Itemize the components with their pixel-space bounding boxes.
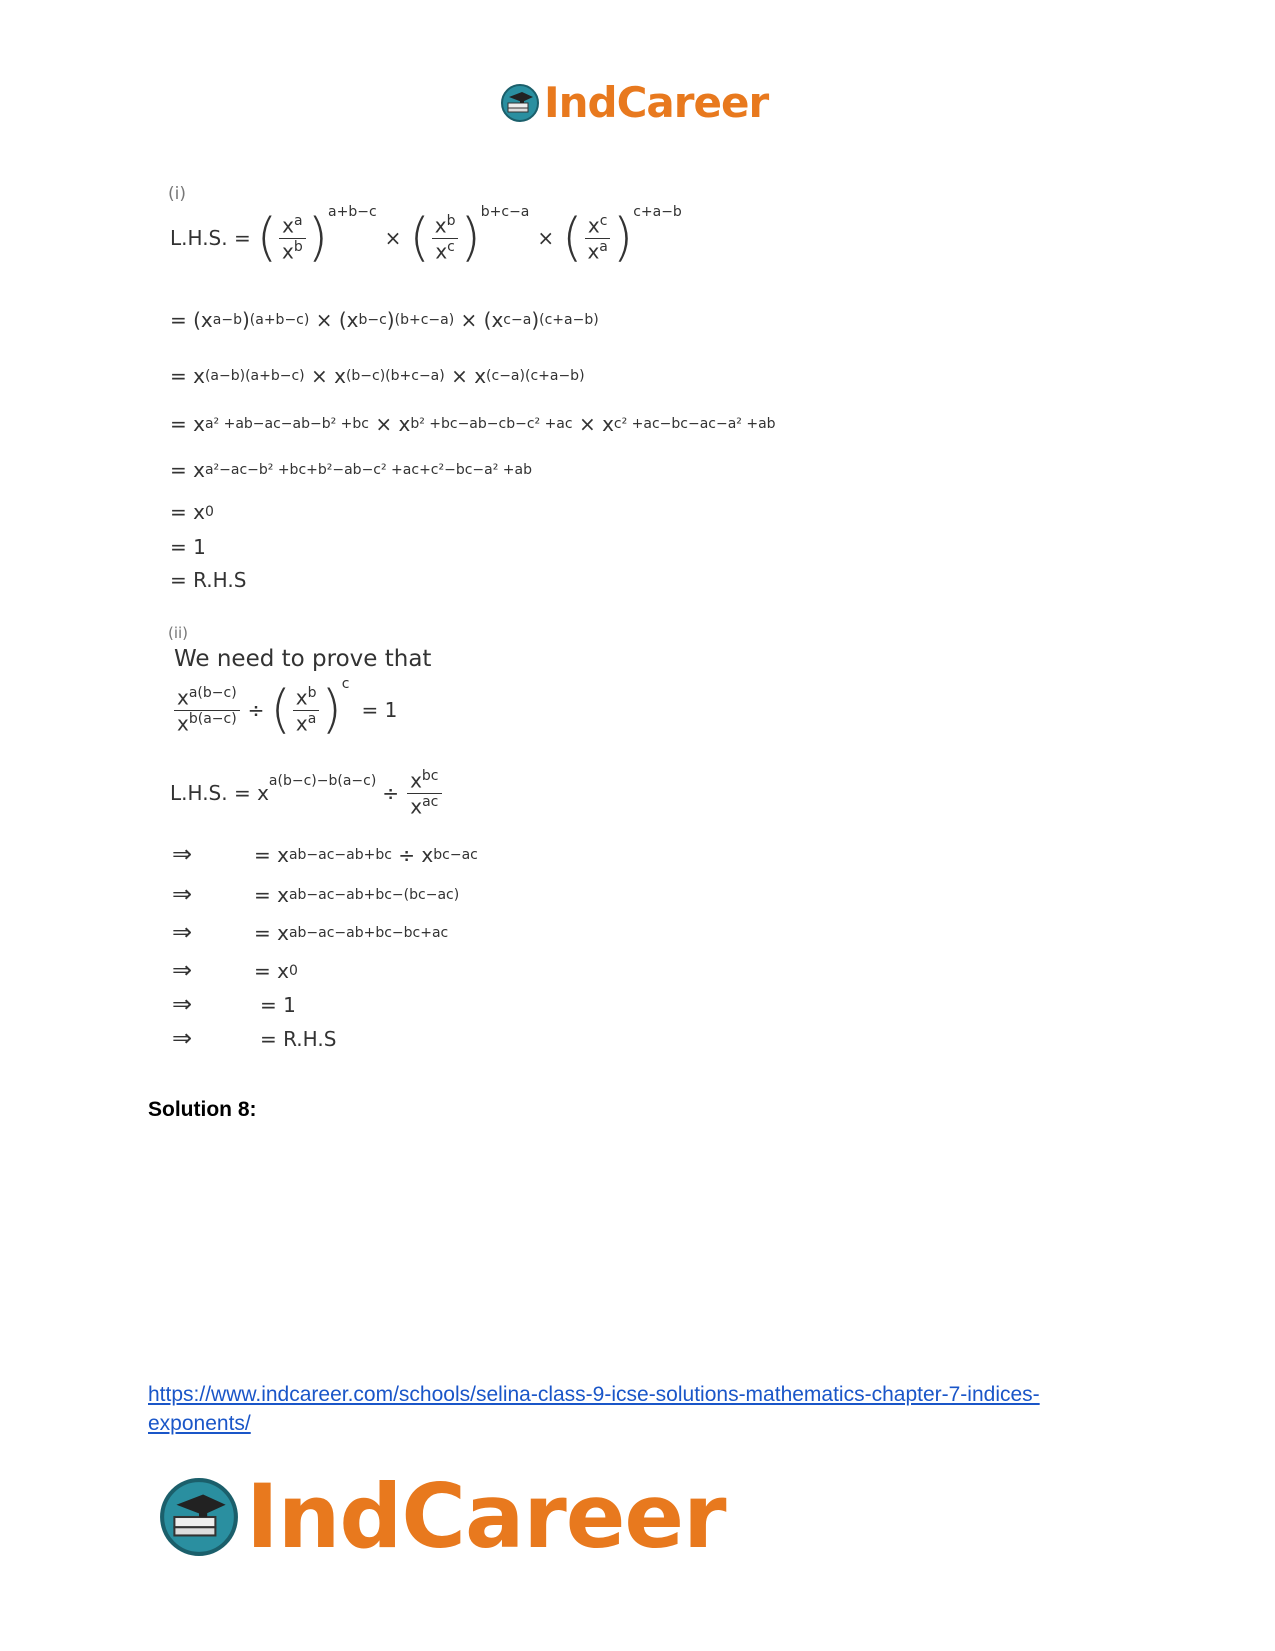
indcareer-logo-bottom bbox=[158, 1465, 726, 1568]
part-ii-step-2: ⇒ = x $^{ab-ac-ab+bc-(bc-ac)}$ bbox=[172, 880, 460, 908]
part-i-step-2: = (x $^{a-b}$ ) $^{(a+b-c)}$ × (x $^{b-c}$ ) $^{(b+c-a)}$ × (x $^{c-a}$ ) $^{(c+a-b)}$ bbox=[170, 308, 599, 332]
source-link[interactable]: https://www.indcareer.com/schools/selina-class-9-icse-solutions-mathematics-chapter-7-indices-exponents/ bbox=[148, 1383, 1040, 1435]
part-ii-step-4: ⇒ = x $^0$ bbox=[172, 956, 298, 984]
part-i-label: (i) bbox=[168, 184, 186, 204]
power-1: a+b−c bbox=[328, 204, 377, 220]
part-ii-given: $\frac{x^{a(b-c)}}{x^{b(a-c)}}$ ÷ ( $\frac{x^b}{x^a}$ ) c = 1 bbox=[172, 684, 397, 736]
lhs-prefix: L.H.S. = bbox=[170, 226, 251, 250]
part-ii-step-5: ⇒ = 1 bbox=[172, 990, 296, 1018]
book-graduation-cap-globe-icon bbox=[500, 83, 540, 123]
book-graduation-cap-globe-icon bbox=[158, 1476, 240, 1558]
part-i-step-7: = 1 bbox=[170, 535, 206, 559]
part-i-step-5: = x $^{a^2-ac-b^2 +bc+b^2-ab-c^2 +ac+c^2-bc-a^2 +ab}$ bbox=[170, 458, 532, 482]
part-ii-label: (ii) bbox=[168, 624, 189, 642]
indcareer-logo-top bbox=[500, 78, 768, 127]
part-i-step-6: = x $^0$ bbox=[170, 500, 214, 524]
part-ii-lhs: L.H.S. = x a(b−c)−b(a−c) ÷ $\frac{x^{bc}}{x^{ac}}$ bbox=[170, 768, 444, 818]
prove-intro: We need to prove that bbox=[174, 646, 432, 672]
power-2: b+c−a bbox=[480, 204, 530, 220]
part-ii-step-3: ⇒ = x $^{ab-ac-ab+bc-bc+ac}$ bbox=[172, 918, 449, 946]
logo-text: IndCareer bbox=[544, 78, 769, 127]
solution-heading: Solution 8: bbox=[148, 1098, 257, 1121]
part-i-step-4: = x $^{a^2 +ab-ac-ab-b^2 +bc}$ × x $^{b^2 +bc-ab-cb-c^2 +ac}$ × x $^{c^2 +ac-bc-ac-a^2 +ab}$ bbox=[170, 412, 776, 436]
part-i-step-8: = R.H.S bbox=[170, 568, 247, 592]
logo-text: IndCareer bbox=[246, 1465, 726, 1568]
part-i-step-3: = x $^{(a-b)(a+b-c)}$ × x $^{(b-c)(b+c-a)}$ × x $^{(c-a)(c+a-b)}$ bbox=[170, 364, 585, 388]
part-ii-step-6: ⇒ = R.H.S bbox=[172, 1024, 337, 1052]
power-3: c+a−b bbox=[633, 204, 682, 220]
part-ii-step-1: ⇒ = x $^{ab-ac-ab+bc}$ ÷ x $^{bc-ac}$ bbox=[172, 840, 478, 868]
part-i-line-1: L.H.S. = ( $\frac{x^a}{x^b}$ ) a+b−c × ( $\frac{x^b}{x^c}$ ) b+c−a × ( $\frac{x^c}{x^a}$ ) c+a−b bbox=[170, 204, 682, 268]
